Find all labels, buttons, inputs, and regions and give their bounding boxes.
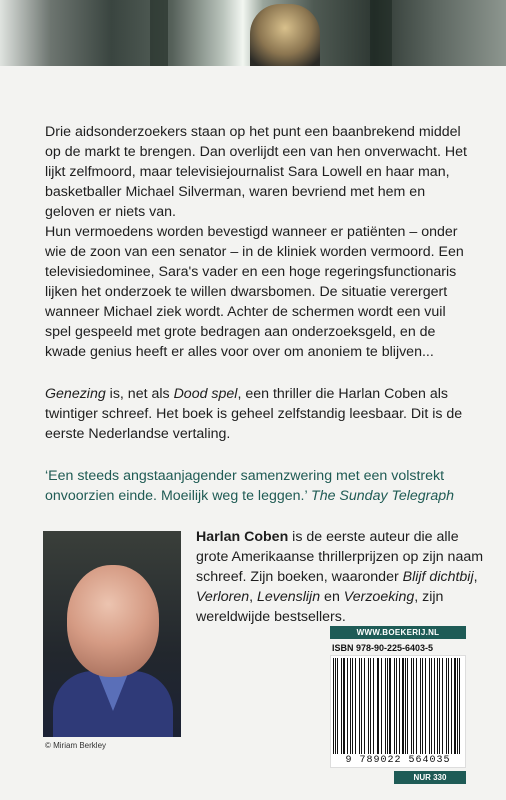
book-title-blijf-dichtbij: Blijf dichtbij	[402, 569, 474, 585]
bio-sep: ,	[249, 589, 257, 605]
quote-source: The Sunday Telegraph	[311, 488, 455, 504]
quote-text: ‘Een steeds angstaanjagender samenzwering met een volstrekt onvoorzien einde. Moeilijk weg te leggen.’	[45, 468, 445, 504]
book-title-levenslijn: Levenslijn	[257, 589, 321, 605]
book-title-verzoeking: Verzoeking	[343, 589, 415, 605]
bio-sep: en	[320, 589, 344, 605]
blurb-paragraph-1: Drie aidsonderzoekers staan op het punt een baanbrekend middel op de markt te brengen. Dan overlijdt een van hen onverwacht. Het lijkt zelfmoord, maar televisiejournalist Sara Lowell en haar man, basketballer Michael Silverman, waren bevriend met hem en geloven er niets van.	[45, 124, 467, 220]
book-title-dood-spel: Dood spel	[173, 386, 238, 402]
cover-top-photo	[0, 0, 506, 66]
blurb-paragraph-2: Hun vermoedens worden bevestigd wanneer er patiënten – onder wie de zoon van een senator – in de kliniek worden vermoord. Een televisiedominee, Sara's vader en een hoge regeringsfunctionaris lijken het onderzoek te willen dwarsbomen. De situatie verergert wanneer Michael ziek wordt. Achter de schermen wordt een vuil spel gespeeld met grote bedragen aan onderzoeksgeld, en de kwade genius heeft er alles voor over om anoniem te blijven...	[45, 224, 464, 360]
paragraph-3-text-a: is, net als	[105, 386, 174, 402]
photo-beam	[370, 0, 392, 66]
photo-figure	[250, 4, 320, 66]
nur-code: NUR 330	[394, 771, 466, 784]
author-photo	[43, 531, 181, 737]
barcode-digits: 9 789022 564035	[345, 755, 451, 766]
publisher-website: WWW.BOEKERIJ.NL	[330, 626, 466, 639]
paragraph-3-text-b: , een thriller die Harlan Coben als twintiger schreef. Het boek is geheel zelfstandig leesbaar. Dit is de eerste Nederlandse vertaling.	[45, 386, 463, 442]
isbn-number: ISBN 978-90-225-6403-5	[332, 643, 434, 653]
book-title-verloren: Verloren	[196, 589, 250, 605]
bio-sep: ,	[473, 569, 478, 585]
bio-text-b: , zijn wereldwijde bestsellers.	[196, 589, 444, 625]
review-quote	[45, 466, 475, 506]
isbn-panel	[330, 626, 466, 784]
photo-beam	[150, 0, 168, 66]
blurb-paragraph-3	[45, 384, 475, 444]
book-title-genezing: Genezing	[45, 386, 106, 402]
bio-text-a: is de eerste auteur die alle grote Amerikaanse thrillerprijzen op zijn naam schreef. Zijn boeken, waaronder	[196, 529, 484, 585]
barcode	[333, 658, 463, 754]
author-bio	[196, 527, 486, 627]
barcode-container	[330, 655, 466, 768]
author-name: Harlan Coben	[196, 529, 289, 545]
photo-credit: © Miriam Berkley	[45, 741, 107, 750]
